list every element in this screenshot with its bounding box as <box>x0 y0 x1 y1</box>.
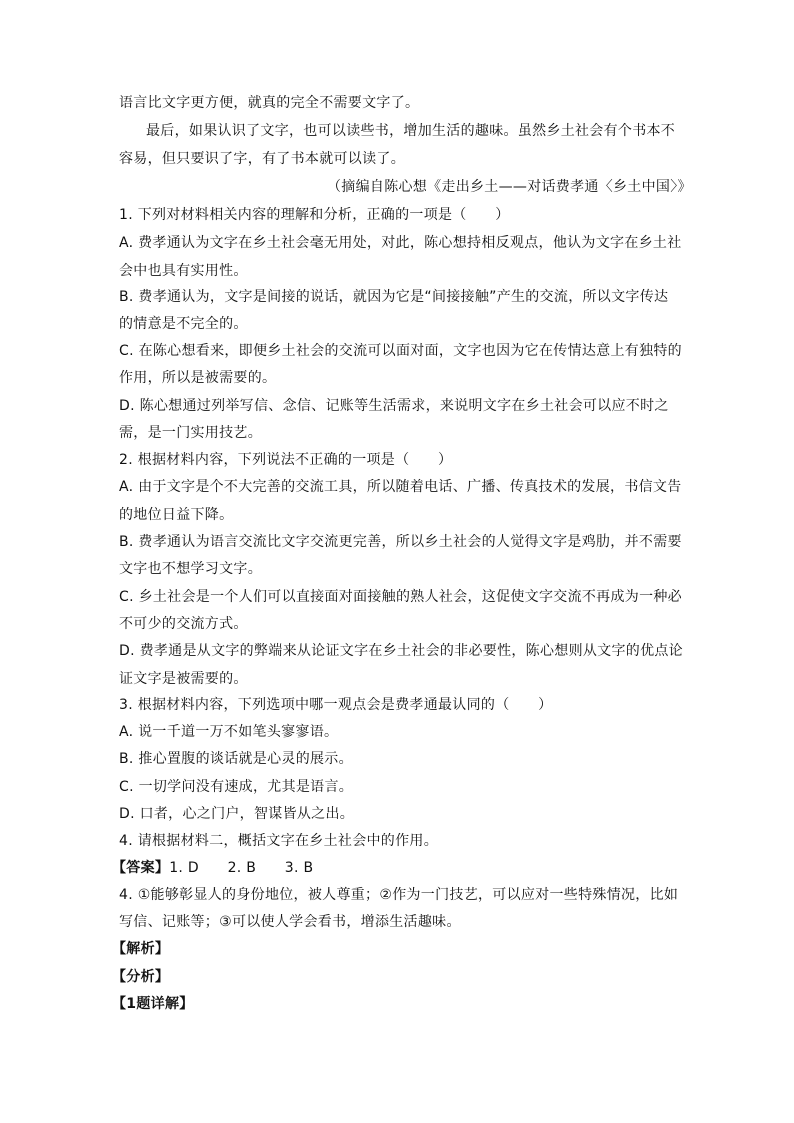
answer-row <box>112 858 313 878</box>
q2-option-d: D. 费孝通是从文字的弊端来从论证文字在乡土社会的非必要性，陈心想则从文字的优点论 <box>119 643 683 659</box>
q3-option-c: C. 一切学问没有速成，尤其是语言。 <box>119 779 354 795</box>
answer-label: 【答案】 <box>112 860 170 876</box>
q3-option-d: D. 口者，心之门户，智谋皆从之出。 <box>119 806 355 822</box>
q2-option-b-cont: 文字也不想学习文字。 <box>119 561 262 577</box>
question-4-stem: 4. 请根据材料二，概括文字在乡土社会中的作用。 <box>119 833 439 849</box>
q2-option-c-cont: 不可少的交流方式。 <box>119 616 248 632</box>
question-2-stem: 2. 根据材料内容，下列说法不正确的一项是（ ） <box>119 452 453 468</box>
q1-option-b-cont: 的情意是不完全的。 <box>119 316 248 332</box>
passage-paragraph: 最后，如果认识了文字，也可以读些书，增加生活的趣味。虽然乡土社会有个书本不 <box>146 123 676 139</box>
analysis-subheading: 【分析】 <box>112 969 170 985</box>
passage-line: 容易，但只要识了字，有了书本就可以读了。 <box>119 151 405 167</box>
q1-option-d-cont: 需，是一门实用技艺。 <box>119 425 262 441</box>
answer-q4: 4. ①能够彰显人的身份地位，被人尊重；②作为一门技艺，可以应对一些特殊情况，比如 <box>119 887 679 903</box>
q1-option-a: A. 费孝通认为文字在乡土社会毫无用处，对此，陈心想持相反观点，他认为文字在乡土社 <box>119 235 682 251</box>
answer-q4-cont: 写信、记账等；③可以使人学会看书，增添生活趣味。 <box>119 914 461 930</box>
detail-heading: 【1题详解】 <box>112 996 194 1012</box>
q1-option-d: D. 陈心想通过列举写信、念信、记账等生活需求，来说明文字在乡土社会可以应不时之 <box>119 398 669 414</box>
q1-option-c: C. 在陈心想看来，即便乡土社会的交流可以面对面，文字也因为它在传情达意上有独特的 <box>119 343 682 359</box>
q2-option-c: C. 乡土社会是一个人们可以直接面对面接触的熟人社会，这促使文字交流不再成为一种必 <box>119 589 682 605</box>
q2-option-a-cont: 的地位日益下降。 <box>119 507 234 523</box>
q1-option-a-cont: 会中也具有实用性。 <box>119 263 248 279</box>
q1-option-c-cont: 作用，所以是被需要的。 <box>119 370 277 386</box>
q2-option-b: B. 费孝通认为语言交流比文字交流更完善，所以乡土社会的人觉得文字是鸡肋，并不需要 <box>119 534 682 550</box>
q3-option-b: B. 推心置腹的谈话就是心灵的展示。 <box>119 751 353 767</box>
analysis-heading: 【解析】 <box>112 941 170 957</box>
q2-option-a: A. 由于文字是个不大完善的交流工具，所以随着电话、广播、传真技术的发展，书信文告 <box>119 479 682 495</box>
answer-choices: 1. D 2. B 3. B <box>169 860 314 876</box>
question-1-stem: 1. 下列对材料相关内容的理解和分析，正确的一项是（ ） <box>119 207 510 223</box>
source-citation: （摘编自陈心想《走出乡土——对话费孝通〈乡土中国〉》 <box>327 179 692 195</box>
passage-line: 语言比文字更方便，就真的完全不需要文字了。 <box>119 95 420 111</box>
q3-option-a: A. 说一千道一万不如笔头寥寥语。 <box>119 724 339 740</box>
q2-option-d-cont: 证文字是被需要的。 <box>119 671 248 687</box>
q1-option-b: B. 费孝通认为，文字是间接的说话，就因为它是“间接接触”产生的交流，所以文字传达 <box>119 289 669 305</box>
question-3-stem: 3. 根据材料内容，下列选项中哪一观点会是费孝通最认同的（ ） <box>119 697 553 713</box>
